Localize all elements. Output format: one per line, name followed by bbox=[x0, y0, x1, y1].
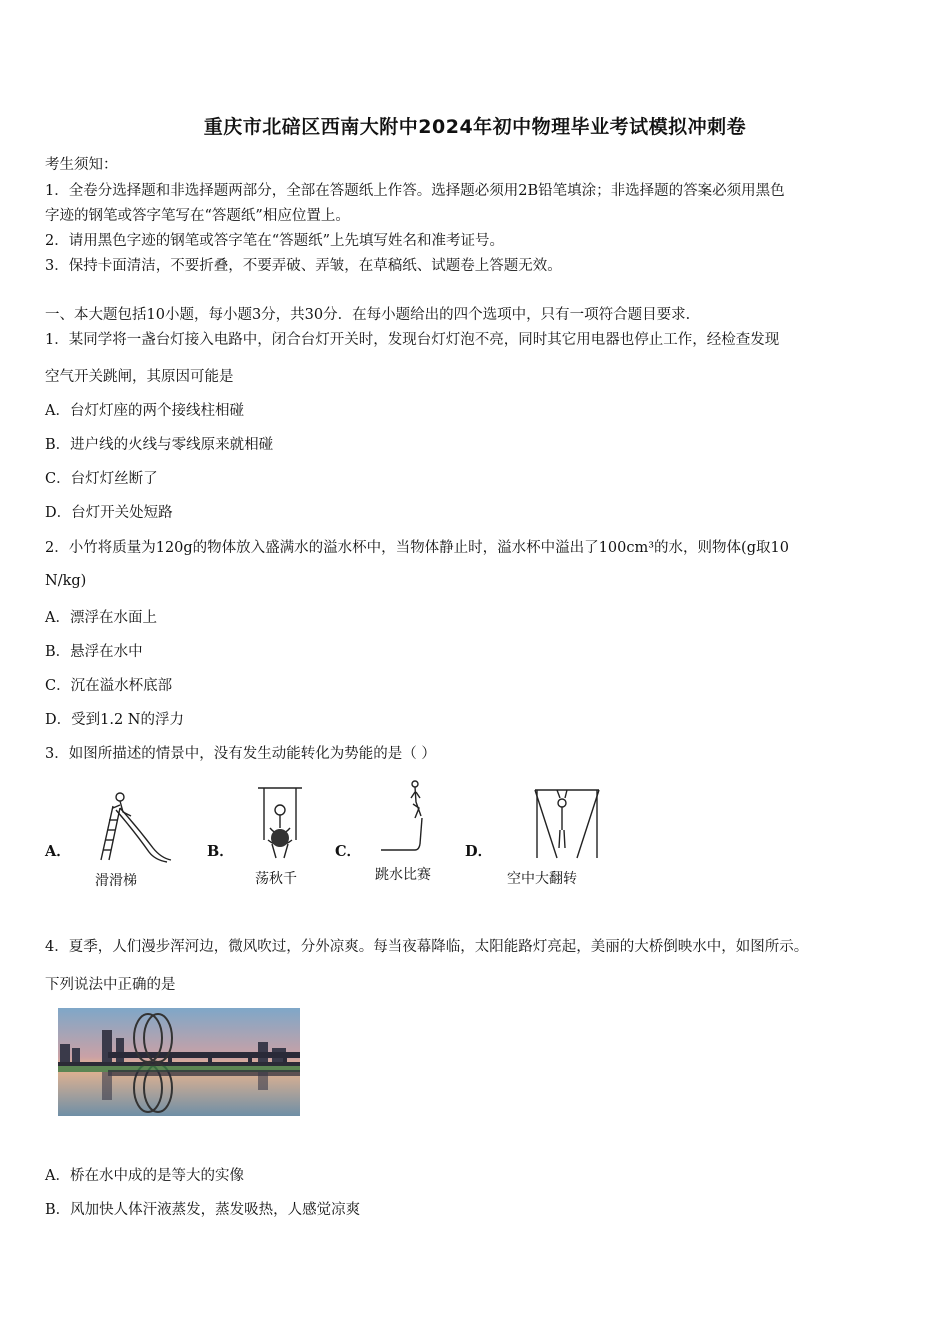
swing-illustration bbox=[250, 778, 310, 868]
q1-option-c: C．台灯灯丝断了 bbox=[45, 471, 158, 487]
q3-figure-a-letter: A． bbox=[45, 843, 71, 860]
notice-heading: 考生须知： bbox=[45, 157, 118, 173]
q3-figure-d-letter: D． bbox=[465, 843, 493, 860]
notice-item-3: 3．保持卡面清洁，不要折叠，不要弄破、弄皱，在草稿纸、试题卷上答题无效。 bbox=[45, 258, 562, 274]
q2-option-b: B．悬浮在水中 bbox=[45, 644, 143, 660]
q1-option-b: B．进户线的火线与零线原来就相碰 bbox=[45, 437, 274, 453]
q3-figure-c-letter: C． bbox=[335, 843, 362, 860]
q4-option-a: A．桥在水中成的是等大的实像 bbox=[45, 1168, 244, 1184]
q1-option-d: D．台灯开关处短路 bbox=[45, 505, 173, 521]
q3-figure-row bbox=[45, 778, 645, 896]
page-title: 重庆市北碚区西南大附中2024年初中物理毕业考试模拟冲刺卷 bbox=[203, 116, 747, 138]
q2-option-a: A．漂浮在水面上 bbox=[45, 610, 157, 626]
bridge-photo bbox=[58, 1008, 300, 1116]
q2-option-c: C．沉在溢水杯底部 bbox=[45, 678, 173, 694]
notice-item-1-line-1: 1．全卷分选择题和非选择题两部分，全部在答题纸上作答。选择题必须用2B铅笔填涂；非选择题的答案必须用黑色 bbox=[45, 183, 785, 199]
high-bar-illustration bbox=[527, 778, 607, 863]
q1-stem-line-2: 空气开关跳闸，其原因可能是 bbox=[45, 369, 234, 385]
q3-stem: 3．如图所描述的情景中，没有发生动能转化为势能的是（ ） bbox=[45, 746, 436, 762]
q3-figure-c-caption: 跳水比赛 bbox=[375, 867, 431, 883]
q1-option-a: A．台灯灯座的两个接线柱相碰 bbox=[45, 403, 244, 419]
q4-stem-line-1: 4．夏季，人们漫步浑河边，微风吹过，分外凉爽。每当夜幕降临，太阳能路灯亮起，美丽的大桥倒映水中，如图所示。 bbox=[45, 939, 809, 955]
q1-stem-line-1: 1．某同学将一盏台灯接入电路中，闭合台灯开关时，发现台灯灯泡不亮，同时其它用电器也停止工作，经检查发现 bbox=[45, 332, 780, 348]
diving-illustration bbox=[375, 778, 455, 858]
q3-figure-a-caption: 滑滑梯 bbox=[95, 873, 137, 889]
q2-stem-line-1: 2．小竹将质量为120g的物体放入盛满水的溢水杯中，当物体静止时，溢水杯中溢出了100cm³的水，则物体(g取10 bbox=[45, 540, 789, 556]
notice-item-1-line-2: 字迹的钢笔或答字笔写在“答题纸”相应位置上。 bbox=[45, 208, 350, 224]
slide-illustration bbox=[83, 778, 178, 868]
q3-figure-b-letter: B． bbox=[207, 843, 234, 860]
section-1-heading: 一、本大题包括10小题，每小题3分，共30分．在每小题给出的四个选项中，只有一项符合题目要求． bbox=[45, 307, 701, 323]
q4-stem-line-2: 下列说法中正确的是 bbox=[45, 977, 176, 993]
q3-figure-b-caption: 荡秋千 bbox=[255, 871, 297, 887]
q4-option-b: B．风加快人体汗液蒸发，蒸发吸热，人感觉凉爽 bbox=[45, 1202, 361, 1218]
q2-stem-line-2: N/kg) bbox=[45, 573, 87, 589]
notice-item-2: 2．请用黑色字迹的钢笔或答字笔在“答题纸”上先填写姓名和准考证号。 bbox=[45, 233, 505, 249]
q3-figure-d-caption: 空中大翻转 bbox=[507, 871, 577, 887]
q2-option-d: D．受到1.2 N的浮力 bbox=[45, 712, 184, 728]
